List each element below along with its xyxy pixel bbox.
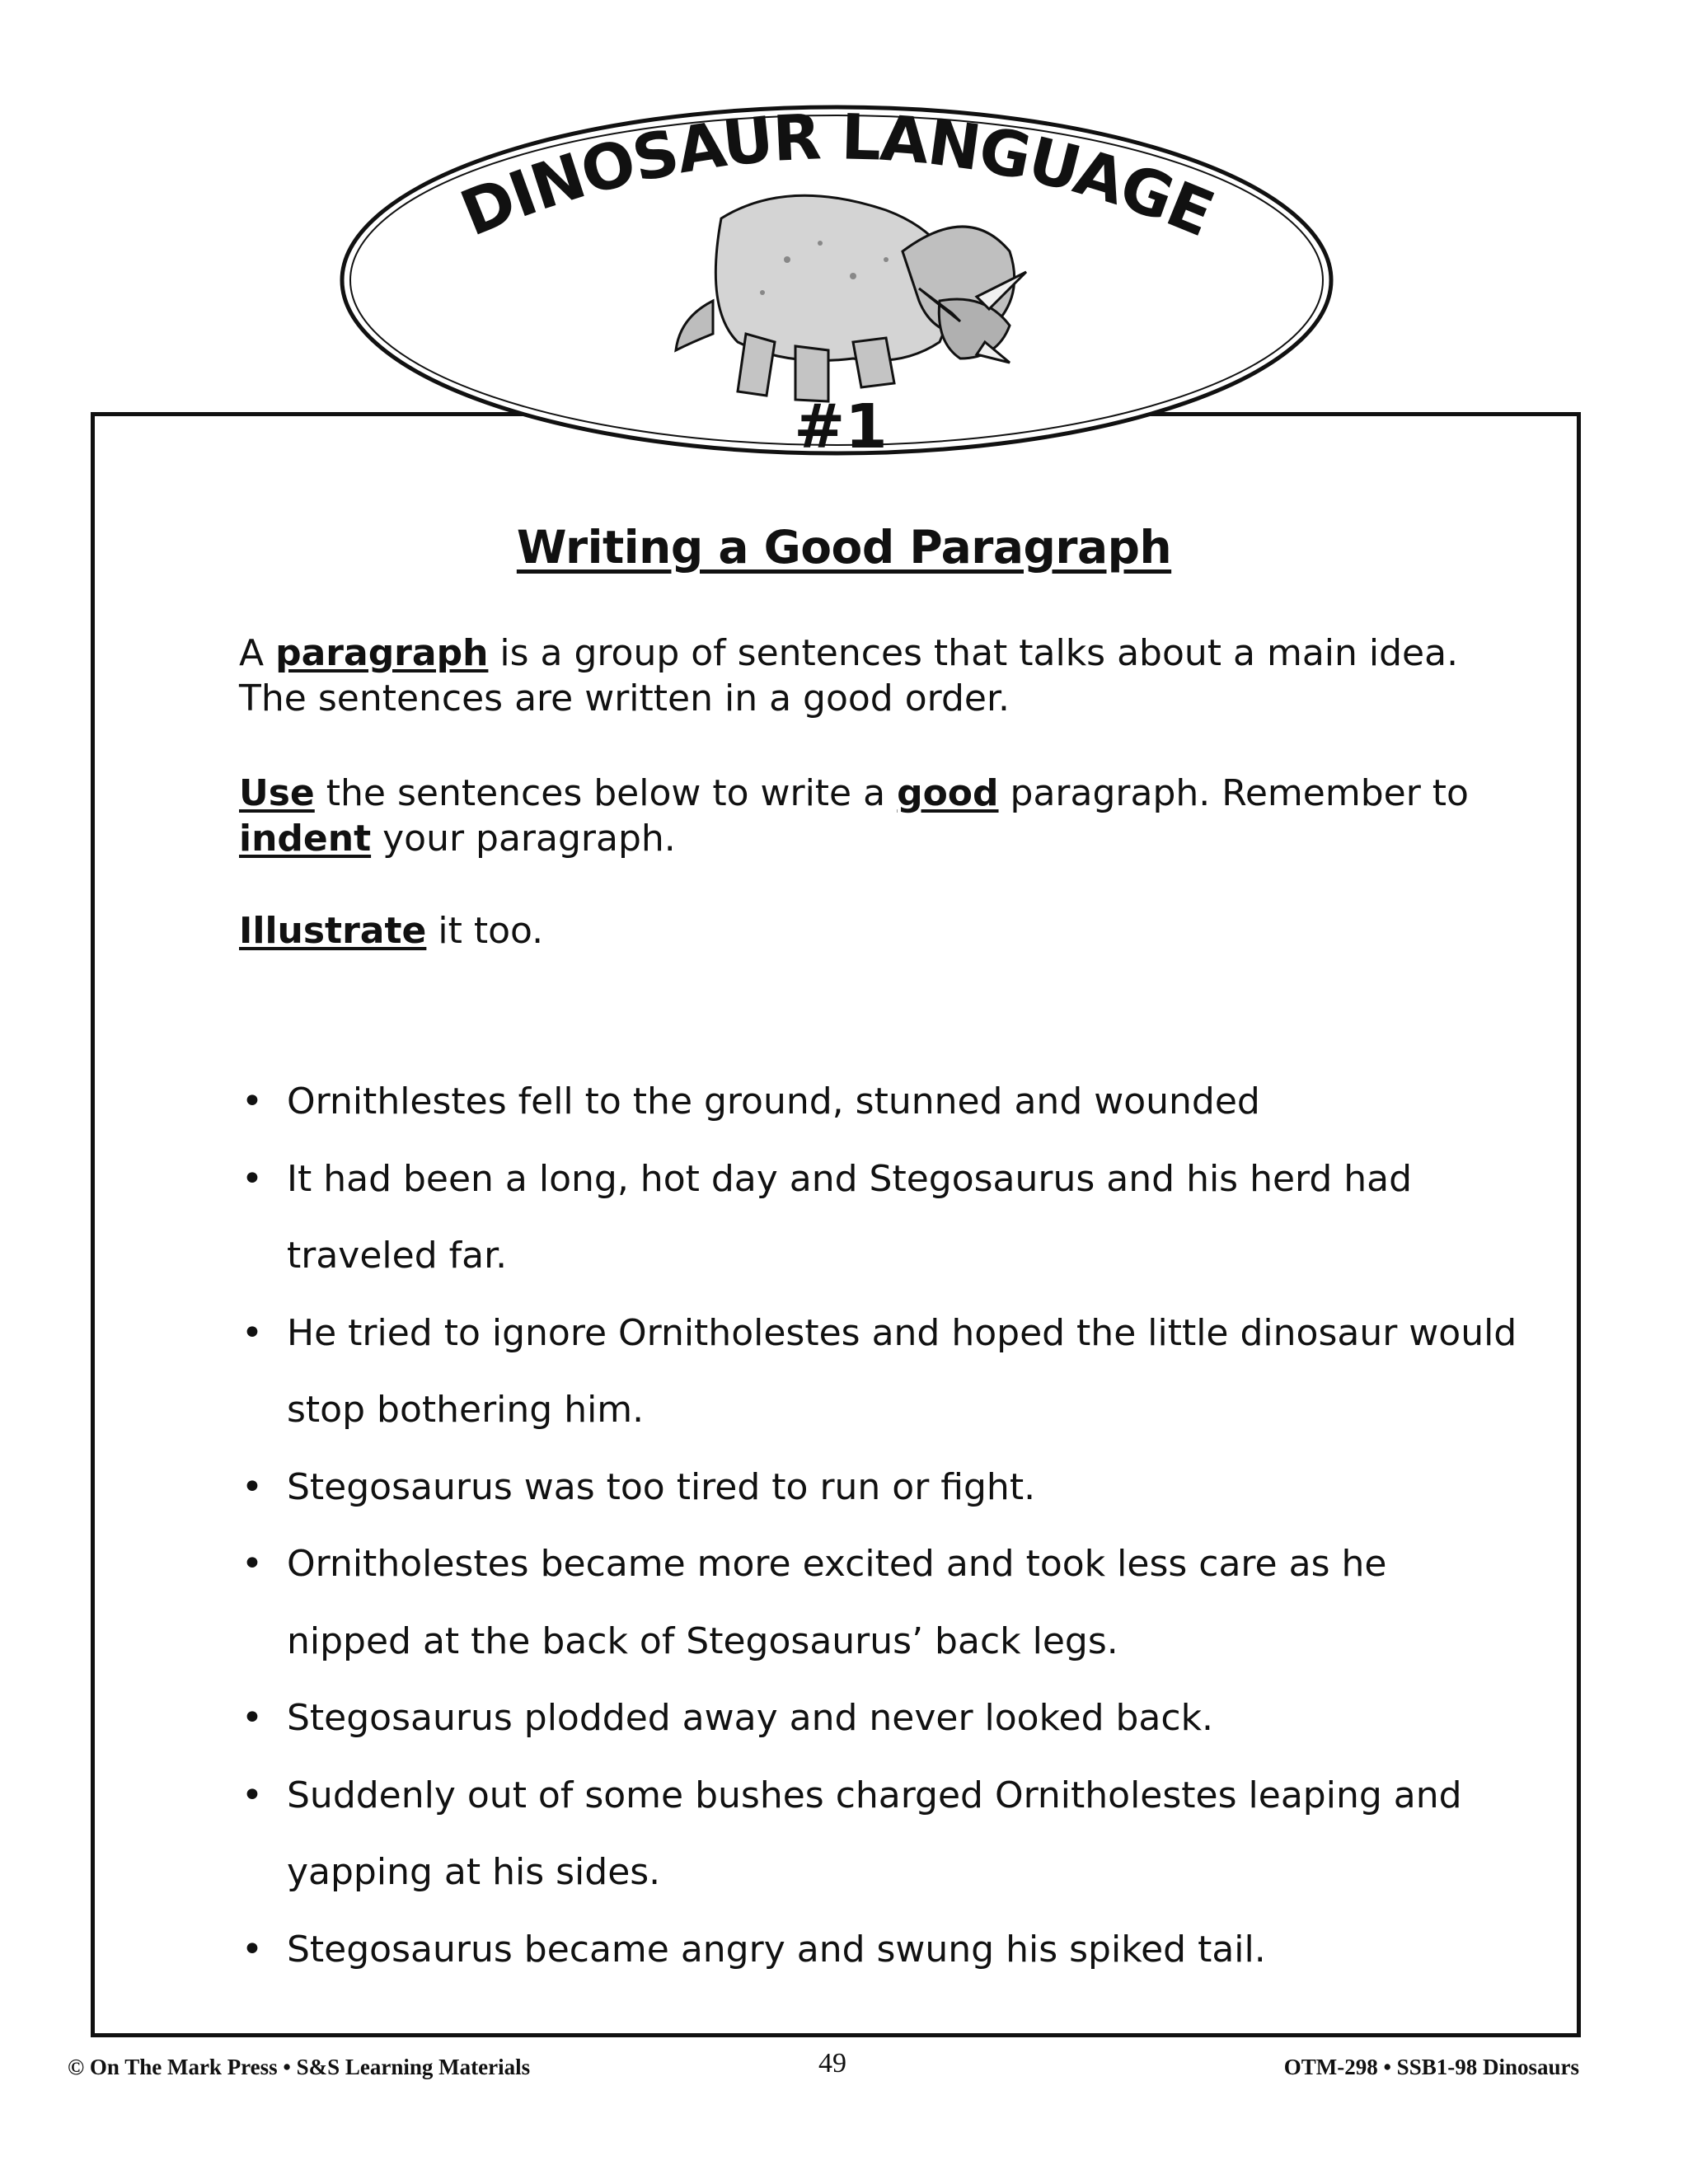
list-item [235,1526,1521,1680]
bullet-icon: • [241,1543,263,1585]
list-item [235,1911,1521,1989]
banner-title: DINOSAUR LANGUAGE [450,100,1223,251]
worksheet-subtitle: Writing a Good Paragraph [516,521,1172,574]
sentence-text: Stegosaurus was too tired to run or fight. [287,1465,1036,1508]
sentence-text: He tried to ignore Ornitholestes and hoped the little dinosaur would stop bothering him. [287,1311,1517,1431]
sentence-text: Stegosaurus plodded away and never looked back. [287,1697,1214,1739]
page-number: 49 [818,2048,846,2079]
illustrate-paragraph [239,908,1508,954]
banner-number: #1 [794,391,888,462]
illustrate-text: it too. [438,910,544,952]
intro-lead: A [239,632,265,674]
list-item [235,1063,1521,1141]
page-footer [0,2048,1688,2097]
list-item [235,1449,1521,1526]
instruction-text-a: the sentences below to write a [326,772,886,814]
footer-publisher: © On The Mark Press • S&S Learning Materials [68,2055,531,2079]
list-item [235,1141,1521,1295]
sentence-text: Ornitholestes became more excited and took less care as he nipped at the back of Stegosaurus’ back legs. [287,1543,1387,1662]
instruction-paragraph [239,771,1508,861]
bullet-icon: • [241,1080,263,1122]
bullet-icon: • [241,1928,263,1971]
bullet-icon: • [241,1697,263,1739]
term-use: Use [239,772,315,814]
intro-paragraph [239,630,1508,721]
bullet-icon: • [241,1157,263,1200]
intro-text: is a group of sentences that talks about a main idea. The sentences are written in a good order. [239,632,1459,719]
term-illustrate: Illustrate [239,910,427,952]
term-paragraph: paragraph [275,632,489,674]
bullet-icon: • [241,1774,263,1816]
term-indent: indent [239,818,372,860]
sentence-text: It had been a long, hot day and Stegosaurus and his herd had traveled far. [287,1157,1413,1277]
term-good: good [897,772,999,814]
instruction-text-c: your paragraph. [382,818,676,860]
list-item [235,1295,1521,1449]
instruction-text-b: paragraph. Remember to [1010,772,1469,814]
sentence-text: Stegosaurus became angry and swung his spiked tail. [287,1928,1266,1971]
bullet-icon: • [241,1465,263,1508]
bullet-icon: • [241,1311,263,1354]
sentence-text: Suddenly out of some bushes charged Ornitholestes leaping and yapping at his sides. [287,1774,1462,1893]
sentence-text: Ornithlestes fell to the ground, stunned and wounded [287,1080,1260,1122]
list-item [235,1757,1521,1911]
list-item [235,1680,1521,1757]
footer-product-code: OTM-298 • SSB1-98 Dinosaurs [1283,2055,1579,2079]
sentence-list [235,1063,1521,1988]
